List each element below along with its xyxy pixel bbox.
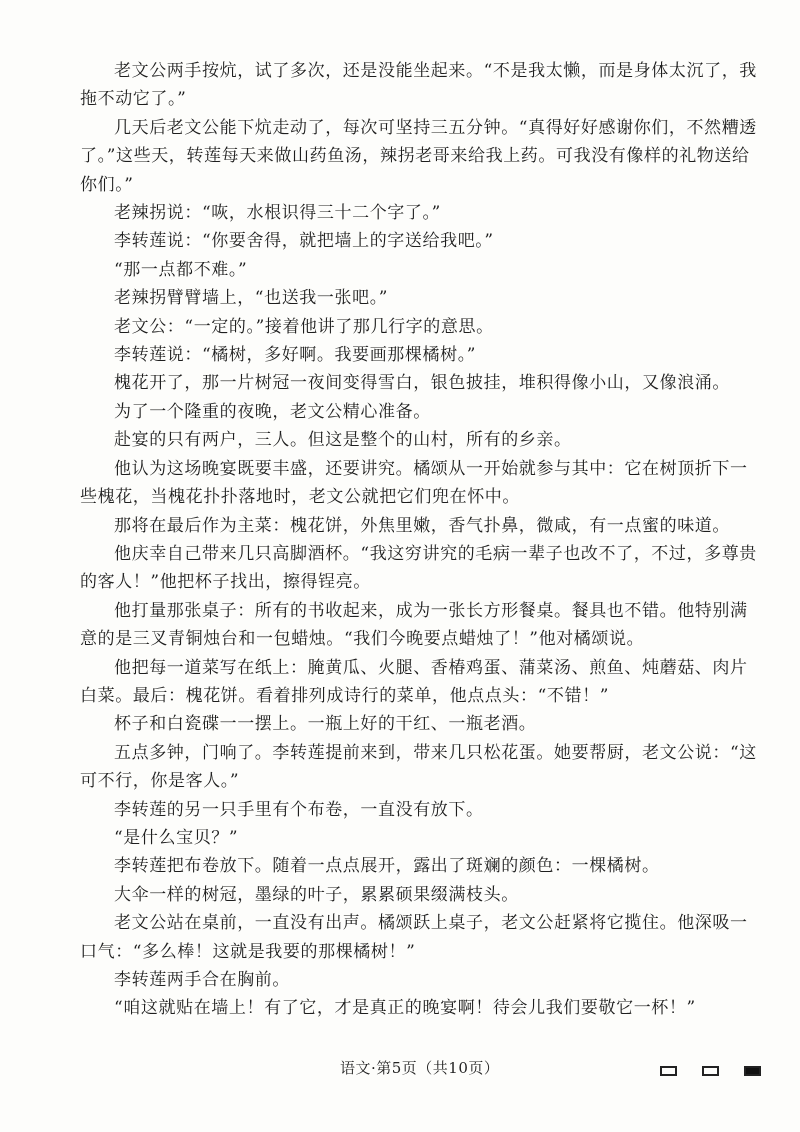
- empty-box-mark-icon: [660, 1066, 677, 1076]
- paragraph: 老文公两手按炕，试了多次，还是没能坐起来。“不是我太懒，而是身体太沉了，我拖不动它了。”: [80, 61, 757, 110]
- paragraph: 几天后老文公能下炕走动了，每次可坚持三五分钟。“真得好好感谢你们，不然糟透了。”这些天，转莲每天来做山药鱼汤，辣拐老哥来给我上药。可我没有像样的礼物送给你们。”: [80, 117, 757, 195]
- filled-box-mark-icon: [744, 1066, 761, 1076]
- paragraph: 老文公：“一定的。”接着他讲了那几行字的意思。: [114, 316, 494, 337]
- paragraph: 赴宴的只有两户，三人。但这是整个的山村，所有的乡亲。: [114, 430, 572, 451]
- paragraph: 李转莲把布卷放下。随着一点点展开，露出了斑斓的颜色：一棵橘树。: [114, 856, 660, 877]
- paragraph: 他打量那张桌子：所有的书收起来，成为一张长方形餐桌。餐具也不错。他特别满意的是三叉青铜烛台和一包蜡烛。“我们今晚要点蜡烛了！”他对橘颂说。: [80, 600, 748, 650]
- paragraph: 李转莲说：“你要舍得，就把墙上的字送给我吧。”: [114, 231, 494, 252]
- page-marks: [660, 1066, 780, 1082]
- paragraph: 他认为这场晚宴既要丰盛，还要讲究。橘颂从一开始就参与其中：它在树顶折下一些槐花，当槐花扑扑落地时，老文公就把它们兜在怀中。: [80, 458, 748, 508]
- paragraph: 李转莲两手合在胸前。: [114, 970, 290, 990]
- paragraph: 李转莲的另一只手里有个布卷，一直没有放下。: [114, 799, 484, 820]
- empty-box-mark-icon: [702, 1066, 719, 1076]
- paragraph: 为了一个隆重的夜晚，老文公精心准备。: [114, 401, 431, 422]
- paragraph: “那一点都不难。”: [114, 259, 248, 280]
- paragraph: 老文公站在桌前，一直没有出声。橘颂跃上桌子，老文公赶紧将它揽住。他深吸一口气：“多么棒！这就是我要的那棵橘树！”: [80, 913, 748, 962]
- paragraph: 他庆幸自己带来几只高脚酒杯。“我这穷讲究的毛病一辈子也改不了，不过，多尊贵的客人！”他把杯子找出，擦得锃亮。: [80, 543, 757, 593]
- paragraph: 那将在最后作为主菜：槐花饼，外焦里嫩，香气扑鼻，微咸，有一点蜜的味道。: [114, 515, 730, 536]
- paragraph: 老辣拐说：“咴，水根识得三十二个字了。”: [114, 203, 441, 224]
- paragraph: 大伞一样的树冠，墨绿的叶子，累累硕果缀满枝头。: [114, 884, 519, 905]
- paragraph: “是什么宝贝？”: [114, 827, 239, 848]
- paragraph: 杯子和白瓷碟一一摆上。一瓶上好的干红、一瓶老酒。: [114, 714, 537, 735]
- page-footer: 语文·第5页（共10页）: [340, 1059, 500, 1077]
- paragraph: 他把每一道菜写在纸上：腌黄瓜、火腿、香椿鸡蛋、蒲菜汤、煎鱼、炖蘑菇、肉片白菜。最后：槐花饼。看着排列成诗行的菜单，他点点头：“不错！”: [80, 657, 748, 706]
- paragraph: 槐花开了，那一片树冠一夜间变得雪白，银色披挂，堆积得像小山，又像浪涌。: [114, 373, 730, 394]
- paragraph: 老辣拐臂臂墙上，“也送我一张吧。”: [114, 288, 389, 309]
- article-body: [80, 57, 760, 1023]
- paragraph: “咱这就贴在墙上！有了它，才是真正的晚宴啊！待会儿我们要敬它一杯！”: [114, 998, 696, 1019]
- paragraph: 李转莲说：“橘树，多好啊。我要画那棵橘树。”: [114, 345, 477, 366]
- paragraph: 五点多钟，门响了。李转莲提前来到，带来几只松花蛋。她要帮厨，老文公说：“这可不行，你是客人。”: [80, 742, 757, 792]
